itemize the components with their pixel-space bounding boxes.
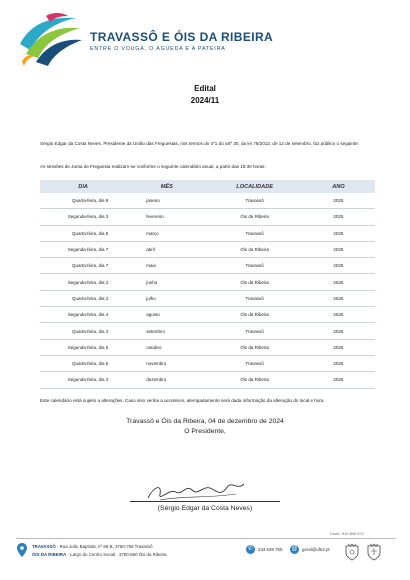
table-row (40, 225, 375, 241)
coat-of-arms-icon (366, 543, 382, 561)
cell-localidade: Óis da Ribeira (207, 274, 301, 290)
signer-name: (Sérgio Edgar da Costa Neves) (157, 505, 253, 512)
cell-mes: março (126, 225, 207, 241)
organization-header (90, 30, 273, 52)
address-2-label: ÓIS DA RIBEIRA (32, 552, 67, 557)
cell-localidade: Óis da Ribeira (207, 339, 301, 355)
address-2-text: · Largo do Centro Social · 3750-650 Óis da Ribeira (67, 552, 167, 557)
cell-localidade: Travassô (207, 323, 301, 339)
document-title: Edital (194, 84, 216, 93)
address-1-text: · Rua João Baptista, nº 95-B, 3750-755 Travassô (56, 544, 153, 549)
table-header-row (40, 180, 375, 193)
cell-localidade: Óis da Ribeira (207, 209, 301, 225)
cell-ano: 2025 (302, 241, 375, 257)
cell-ano: 2025 (302, 307, 375, 323)
table-row (40, 323, 375, 339)
cell-ano: 2025 (302, 274, 375, 290)
document-number: 2024/11 (190, 96, 220, 105)
calendar-note: Este calendário está sujeito a alterações. Caso isso venha a acontecer, atempadamente será dada informação da alteração do local e hora. (40, 398, 325, 403)
column-header-dia: DIA (40, 180, 126, 193)
table-row (40, 290, 375, 306)
cell-localidade: Travassô (207, 258, 301, 274)
cell-localidade: Óis da Ribeira (207, 307, 301, 323)
signer-role: O Presidente, (184, 428, 226, 435)
cell-mes: maio (126, 258, 207, 274)
cell-localidade: Óis da Ribeira (207, 372, 301, 388)
cell-mes: novembro (126, 355, 207, 371)
schedule-intro: As sessões de Junta de Freguesia realizam-se conforme o seguinte calendário anual, a partir das 18:30 horas: (40, 164, 266, 169)
tax-number: Contr. 510 840 671 (330, 531, 365, 536)
cell-ano: 2025 (302, 193, 375, 209)
table-row (40, 339, 375, 355)
cell-ano: 2025 (302, 372, 375, 388)
intro-paragraph: Sérgio Edgar da Costa Neves, Presidente da União das Freguesias, nos termos do nº1 do artº 20, da lei 75/2013, de 12 de setembro, faz público o seguinte: (40, 141, 359, 146)
table-row (40, 372, 375, 388)
location-pin-icon (17, 543, 27, 557)
table-row (40, 274, 375, 290)
cell-mes: setembro (126, 323, 207, 339)
cell-ano: 2025 (302, 225, 375, 241)
column-header-ano: ANO (302, 180, 375, 193)
cell-ano: 2025 (302, 339, 375, 355)
cell-mes: junho (126, 274, 207, 290)
footer-phone[interactable]: 234 629 755 (258, 547, 283, 552)
cell-mes: fevereiro (126, 209, 207, 225)
cell-dia: Segunda-feira, dia 7 (40, 241, 126, 257)
parish-logo-icon (16, 10, 84, 68)
cell-mes: outubro (126, 339, 207, 355)
column-header-mes: MÊS (126, 180, 207, 193)
table-row (40, 355, 375, 371)
place-date: Travassô e Óis da Ribeira, 04 de dezembro de 2024 (126, 418, 284, 425)
cell-ano: 2025 (302, 290, 375, 306)
cell-localidade: Óis da Ribeira (207, 241, 301, 257)
phone-icon: ✆ (247, 546, 254, 552)
table-row (40, 307, 375, 323)
table-row (40, 193, 375, 209)
cell-dia: Segunda-feira, dia 6 (40, 339, 126, 355)
cell-ano: 2025 (302, 209, 375, 225)
organization-subtitle: ENTRE O VOUGA, O ÁGUEDA E A PATEIRA (90, 46, 226, 52)
footer-address-1 (32, 543, 153, 551)
signature-line (130, 501, 280, 502)
table-row (40, 209, 375, 225)
table-row (40, 241, 375, 257)
sessions-calendar-table (40, 180, 375, 389)
email-icon: @ (291, 546, 298, 552)
cell-localidade: Travassô (207, 355, 301, 371)
cell-dia: Quarta-feira, dia 8 (40, 193, 126, 209)
coat-of-arms-icon (344, 543, 360, 561)
cell-ano: 2025 (302, 323, 375, 339)
cell-mes: dezembro (126, 372, 207, 388)
cell-ano: 2025 (302, 258, 375, 274)
cell-ano: 2025 (302, 355, 375, 371)
cell-localidade: Travassô (207, 193, 301, 209)
footer-email[interactable]: geral@uftor.pt (302, 547, 330, 552)
cell-dia: Segunda-feira, dia 3 (40, 372, 126, 388)
cell-localidade: Travassô (207, 290, 301, 306)
cell-dia: Quarta-feira, dia 2 (40, 290, 126, 306)
cell-dia: Segunda-feira, dia 2 (40, 274, 126, 290)
cell-mes: abril (126, 241, 207, 257)
organization-name: TRAVASSÔ E ÓIS DA RIBEIRA (90, 30, 274, 44)
footer-divider (16, 538, 396, 539)
table-row (40, 258, 375, 274)
cell-localidade: Travassô (207, 225, 301, 241)
cell-mes: janeiro (126, 193, 207, 209)
cell-dia: Quarta-feira, dia 3 (40, 323, 126, 339)
cell-mes: julho (126, 290, 207, 306)
cell-dia: Quarta-feira, dia 5 (40, 355, 126, 371)
address-1-label: TRAVASSÔ (32, 544, 56, 549)
cell-dia: Segunda-feira, dia 4 (40, 307, 126, 323)
footer-address-2 (32, 551, 167, 559)
cell-dia: Segunda-feira, dia 3 (40, 209, 126, 225)
column-header-localidade: LOCALIDADE (207, 180, 301, 193)
cell-dia: Quarta-feira, dia 7 (40, 258, 126, 274)
cell-dia: Quarta-feira, dia 5 (40, 225, 126, 241)
cell-mes: agosto (126, 307, 207, 323)
